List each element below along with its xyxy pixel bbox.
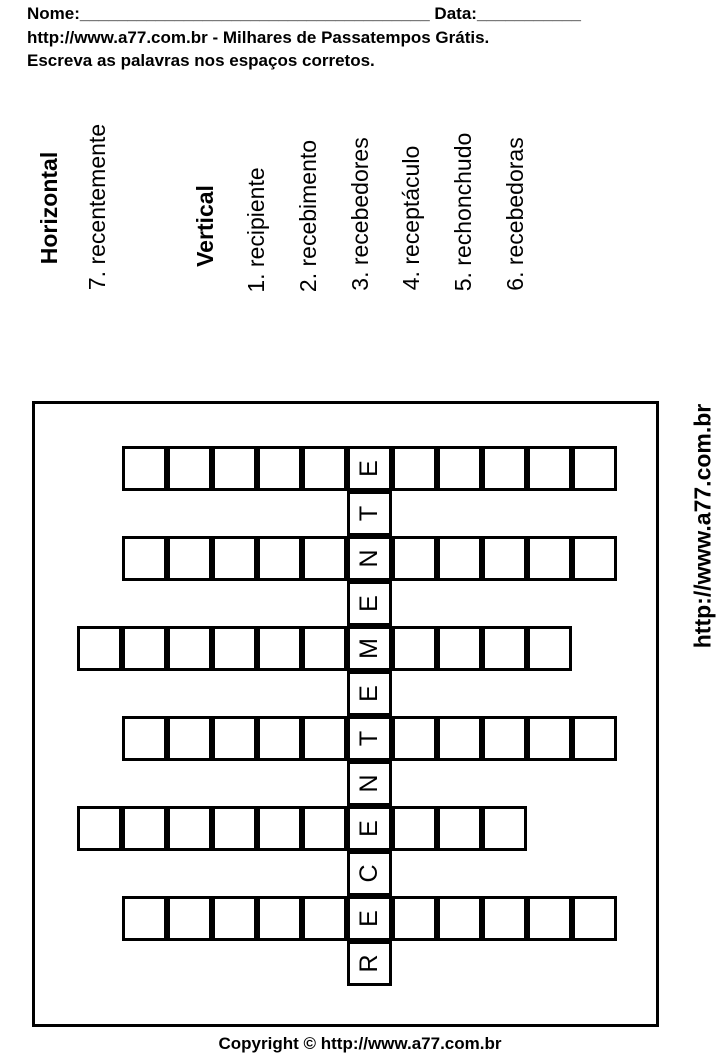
clue-number: 2. xyxy=(295,272,321,293)
answer-cell[interactable] xyxy=(212,716,257,761)
clue-number: 1. xyxy=(243,273,269,293)
answer-cell[interactable] xyxy=(392,806,437,851)
revealed-letter-cell xyxy=(347,446,392,491)
cell-letter: E xyxy=(355,595,383,612)
revealed-letter-cell xyxy=(347,761,392,806)
answer-cell[interactable] xyxy=(167,806,212,851)
answer-cell[interactable] xyxy=(122,716,167,761)
answer-cell[interactable] xyxy=(437,806,482,851)
answer-cell[interactable] xyxy=(122,896,167,941)
answer-cell[interactable] xyxy=(122,806,167,851)
answer-cell[interactable] xyxy=(482,806,527,851)
revealed-letter-cell xyxy=(347,716,392,761)
cell-letter: C xyxy=(355,864,383,883)
answer-cell[interactable] xyxy=(167,446,212,491)
answer-cell[interactable] xyxy=(572,536,617,581)
answer-cell[interactable] xyxy=(572,446,617,491)
horizontal-title: Horizontal xyxy=(36,151,62,265)
name-date-line: Nome:_____________________________________ Data:___________ xyxy=(27,4,581,23)
answer-cell[interactable] xyxy=(257,446,302,491)
answer-cell[interactable] xyxy=(167,716,212,761)
vertical-clue-5 xyxy=(449,133,477,292)
answer-cell[interactable] xyxy=(302,806,347,851)
answer-cell[interactable] xyxy=(167,626,212,671)
answer-cell[interactable] xyxy=(437,896,482,941)
vertical-clue-1 xyxy=(242,167,270,292)
cell-letter: N xyxy=(355,774,383,793)
clue-word: recebedores xyxy=(347,137,373,266)
answer-cell[interactable] xyxy=(392,716,437,761)
answer-cell[interactable] xyxy=(482,446,527,491)
answer-cell[interactable] xyxy=(212,806,257,851)
clue-number: 6. xyxy=(502,271,528,291)
cell-letter: M xyxy=(355,638,383,659)
answer-cell[interactable] xyxy=(302,716,347,761)
answer-cell[interactable] xyxy=(437,446,482,491)
answer-cell[interactable] xyxy=(527,536,572,581)
answer-cell[interactable] xyxy=(527,626,572,671)
answer-cell[interactable] xyxy=(482,716,527,761)
vertical-clue-6 xyxy=(501,137,529,290)
site-line: http://www.a77.com.br - Milhares de Passatempos Grátis. xyxy=(27,28,490,47)
cell-letter: N xyxy=(355,549,383,568)
clue-word: recebedoras xyxy=(502,137,528,266)
cell-letter: E xyxy=(355,460,383,477)
clue-word: rechonchudo xyxy=(450,132,476,266)
cell-letter: E xyxy=(355,685,383,702)
answer-cell[interactable] xyxy=(122,536,167,581)
answer-cell[interactable] xyxy=(212,446,257,491)
answer-cell[interactable] xyxy=(257,626,302,671)
clue-number: 3. xyxy=(347,271,373,291)
answer-cell[interactable] xyxy=(167,536,212,581)
cell-letter: T xyxy=(355,730,383,747)
revealed-letter-cell xyxy=(347,581,392,626)
vertical-title: Vertical xyxy=(192,185,218,267)
cell-letter: E xyxy=(355,820,383,837)
answer-cell[interactable] xyxy=(257,806,302,851)
revealed-letter-cell xyxy=(347,491,392,536)
answer-cell[interactable] xyxy=(572,716,617,761)
side-watermark: http://www.a77.com.br xyxy=(689,403,716,649)
clue-word: recebimento xyxy=(295,139,321,267)
vertical-clue-2 xyxy=(294,140,322,292)
answer-cell[interactable] xyxy=(302,626,347,671)
clue-word: receptáculo xyxy=(398,145,424,265)
revealed-letter-cell xyxy=(347,806,392,851)
revealed-letter-cell xyxy=(347,626,392,671)
answer-cell[interactable] xyxy=(122,626,167,671)
answer-cell[interactable] xyxy=(527,716,572,761)
answer-cell[interactable] xyxy=(212,896,257,941)
answer-cell[interactable] xyxy=(77,806,122,851)
answer-cell[interactable] xyxy=(257,896,302,941)
vertical-clue-4 xyxy=(397,146,425,291)
clue-word: recipiente xyxy=(243,167,269,268)
instruction-text: Escreva as palavras nos espaços corretos. xyxy=(27,51,375,70)
cell-letter: T xyxy=(355,505,383,522)
answer-cell[interactable] xyxy=(122,446,167,491)
answer-cell[interactable] xyxy=(77,626,122,671)
answer-cell[interactable] xyxy=(257,716,302,761)
answer-cell[interactable] xyxy=(527,896,572,941)
revealed-letter-cell xyxy=(347,896,392,941)
answer-cell[interactable] xyxy=(437,626,482,671)
cell-letter: E xyxy=(355,910,383,927)
clue-number: 5. xyxy=(450,272,476,292)
clue-number: 4. xyxy=(398,271,424,291)
revealed-letter-cell xyxy=(347,941,392,986)
answer-cell[interactable] xyxy=(482,896,527,941)
answer-cell[interactable] xyxy=(302,896,347,941)
answer-cell[interactable] xyxy=(437,716,482,761)
answer-cell[interactable] xyxy=(572,896,617,941)
answer-cell[interactable] xyxy=(527,446,572,491)
answer-cell[interactable] xyxy=(437,536,482,581)
clue-word: recentemente xyxy=(84,123,110,265)
horizontal-clue-7 xyxy=(83,124,111,290)
answer-cell[interactable] xyxy=(392,446,437,491)
answer-cell[interactable] xyxy=(392,896,437,941)
answer-cell[interactable] xyxy=(257,536,302,581)
answer-cell[interactable] xyxy=(302,536,347,581)
answer-cell[interactable] xyxy=(482,626,527,671)
cell-letter: R xyxy=(355,954,383,973)
answer-cell[interactable] xyxy=(392,626,437,671)
revealed-letter-cell xyxy=(347,851,392,896)
answer-cell[interactable] xyxy=(302,446,347,491)
revealed-letter-cell xyxy=(347,671,392,716)
answer-cell[interactable] xyxy=(212,626,257,671)
clue-number: 7. xyxy=(84,270,110,291)
answer-cell[interactable] xyxy=(392,536,437,581)
vertical-clue-3 xyxy=(346,137,374,290)
copyright-footer: Copyright © http://www.a77.com.br xyxy=(218,1034,502,1053)
answer-cell[interactable] xyxy=(212,536,257,581)
revealed-letter-cell xyxy=(347,536,392,581)
answer-cell[interactable] xyxy=(167,896,212,941)
answer-cell[interactable] xyxy=(482,536,527,581)
